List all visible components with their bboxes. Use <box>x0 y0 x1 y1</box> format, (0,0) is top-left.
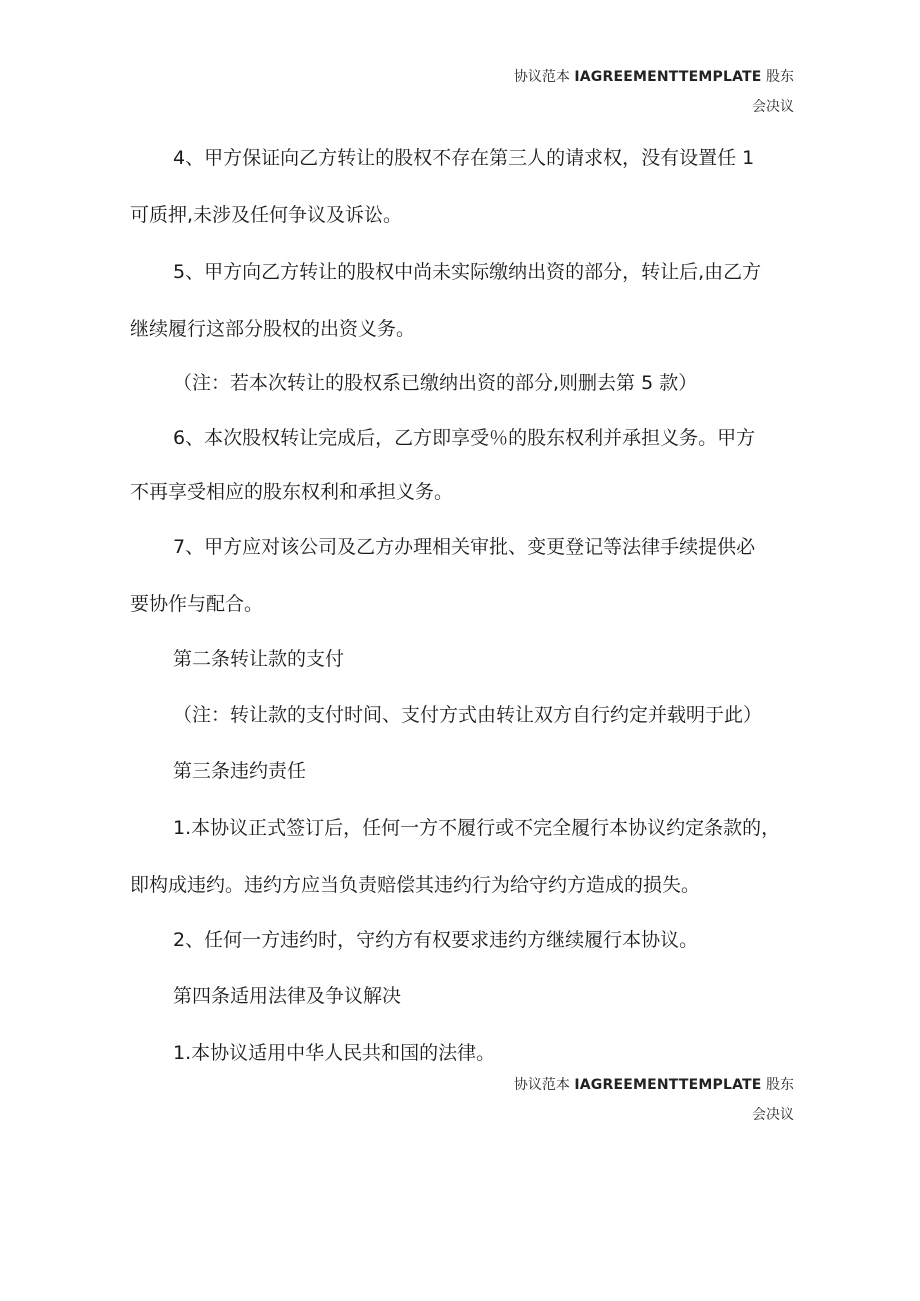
clause-6-line-1: 6、本次股权转让完成后，乙方即享受％的股东权利并承担义务。甲方 <box>173 427 756 449</box>
page-header-bottom <box>514 1070 794 1130</box>
clause-4-line-1: 4、甲方保证向乙方转让的股权不存在第三人的请求权，没有设置任 1 <box>173 147 755 169</box>
header-suffix: 股东 <box>766 69 794 85</box>
article-3-title: 第三条违约责任 <box>173 760 307 782</box>
header-subtitle: 会决议 <box>752 1107 794 1123</box>
article-4-clause-1: 1.本协议适用中华人民共和国的法律。 <box>173 1042 496 1064</box>
article-2-title: 第二条转让款的支付 <box>173 648 345 670</box>
clause-4-line-2: 可质押,未涉及任何争议及诉讼。 <box>130 204 403 226</box>
article-4-title: 第四条适用法律及争议解决 <box>173 985 402 1007</box>
clause-7-line-2: 要协作与配合。 <box>130 593 264 615</box>
header-suffix: 股东 <box>766 1077 794 1093</box>
header-title-line <box>514 62 794 92</box>
article-3-clause-1-line-2: 即构成违约。违约方应当负责赔偿其违约行为给守约方造成的损失。 <box>130 874 701 896</box>
header-title-line <box>514 1070 794 1100</box>
clause-5-line-1: 5、甲方向乙方转让的股权中尚未实际缴纳出资的部分，转让后,由乙方 <box>173 261 762 283</box>
note-article-2: （注：转让款的支付时间、支付方式由转让双方自行约定并载明于此） <box>173 704 763 726</box>
header-brand: IAGREEMENTTEMPLATE <box>574 69 762 85</box>
header-prefix: 协议范本 <box>513 69 570 85</box>
clause-7-line-1: 7、甲方应对该公司及乙方办理相关审批、变更登记等法律手续提供必 <box>173 536 756 558</box>
article-3-clause-2: 2、任何一方违约时，守约方有权要求违约方继续履行本协议。 <box>173 929 699 951</box>
clause-5-line-2: 继续履行这部分股权的出资义务。 <box>130 318 416 340</box>
header-brand: IAGREEMENTTEMPLATE <box>574 1077 762 1093</box>
article-3-clause-1-line-1: 1.本协议正式签订后，任何一方不履行或不完全履行本协议约定条款的， <box>173 817 781 839</box>
note-clause-5: （注：若本次转让的股权系已缴纳出资的部分,则删去第 5 款） <box>173 372 698 394</box>
page-header-top <box>514 62 794 122</box>
header-subtitle: 会决议 <box>752 99 794 115</box>
header-prefix: 协议范本 <box>513 1077 570 1093</box>
clause-6-line-2: 不再享受相应的股东权利和承担义务。 <box>130 481 454 503</box>
